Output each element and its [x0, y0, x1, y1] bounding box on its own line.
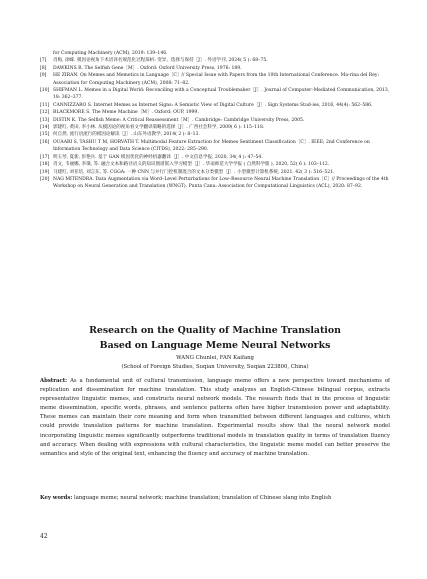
- reference-number: [19]: [40, 169, 50, 175]
- article-affiliation: (School of Foreign Studies, Suqian University, Suqian 223800, China): [121, 364, 309, 370]
- reference-text: DAWKINS R. The Selfish Gene［M］. Oxford: Oxford University Press, 1976: 189.: [53, 65, 242, 71]
- reference-number: [20]: [40, 176, 50, 182]
- reference-item: [40, 109, 390, 116]
- page-number: 42: [40, 533, 48, 540]
- reference-text: 明玉琴, 夏新, 彭艳兵. 基于 GAN 模因优化的神经机器翻译［J］. 中文信息学报, 2020, 34( 4 ): 47–54.: [53, 154, 263, 160]
- reference-number: [13]: [40, 117, 50, 123]
- reference-number: [7]: [40, 58, 47, 64]
- reference-text: SHIFMAN L. Memes in a Digital World: Reconciling with a Conceptual Troublemaker［J］. Journal of Computer–Mediated Communication, 2013, 18: 362–377.: [53, 88, 390, 101]
- reference-number: [9]: [40, 73, 47, 79]
- reference-item: [40, 117, 390, 124]
- article-header: [40, 323, 390, 372]
- reference-item: [40, 161, 390, 168]
- abstract-text: As a fundamental unit of cultural transmission, language meme offers a new perspective toward mechanisms of replication and dissemination for machine translation. This study analyzes an English-Chinese bilingual corpus, extracts representative linguistic memes, and constructs neural network models. The research finds that in the process of linguistic meme dissemination, specific words, phrases, and sentence patterns often have higher transmission power and adaptability. These memes can maintain their core meaning and form when transmitted between different languages and cultures, which could provide translation patterns for machine translation. Experimental results show that the neural network model incorporating linguistic memes significantly outperforms traditional models in translation quality in terms of translation fluency and accuracy. When dealing with expressions with cultural characteristics, the linguistic meme model can better preserve the semantics and style of the original text, enhancing the fluency and accuracy of machine translation.: [40, 378, 391, 457]
- abstract: [40, 377, 390, 459]
- reference-number: [8]: [40, 65, 47, 71]
- reference-text: OUAARI S, TASHU T M, HORVÁTH T. Multimodal Feature Extraction for Memes Sentiment Classification［C］. IEEE; 2nd Conference on Information Technology and Data Science (CITDS), 2022: 285–290.: [53, 139, 370, 153]
- reference-item: [40, 124, 390, 131]
- reference-list: [40, 50, 390, 191]
- keywords: [40, 494, 390, 503]
- keywords-text: language meme; neural network; machine translation; translation of Chinese slang into English: [74, 495, 332, 501]
- article-title-line-2: Based on Language Meme Neural Networks: [99, 340, 331, 351]
- reference-text: 肖文, 韦丽娜, 李璜, 等. 融合文本和路径语义的知识图谱嵌入学习模型［J］. 华南师范大学学报 ( 自然科学版 ), 2020, 52( 6 ): 103–112.: [53, 162, 330, 168]
- reference-text: 马建红, 刘亚培, 刘言东, 等. CGGA: 一种 CNN 与并行门控机制混合的文本分类模型［J］. 小型微型计算机系统, 2021, 42( 3 ): 516–521.: [53, 169, 335, 175]
- reference-item: [40, 72, 390, 87]
- reference-text: HE ZIRAN. On Memes and Memetics in Language［C］// Special Issue with Papers from the 10th International Conference. Ma-rina del Rey: Association for Computing Machinery (ACM), 2008: 71–82.: [53, 73, 380, 86]
- reference-item: [40, 102, 390, 109]
- reference-number: [15]: [40, 132, 50, 138]
- reference-item: [40, 176, 390, 191]
- keywords-label: Key words:: [40, 495, 73, 501]
- reference-item: [40, 169, 390, 176]
- reference-number: [17]: [40, 154, 50, 160]
- reference-item: [40, 131, 390, 138]
- reference-text: 肖梅, 徐嵘. 模因论视角下术语译名规范化过程探析: 变异、选择与保持［J］. 外语学刊, 2024( 5 ): 68–75.: [53, 58, 268, 64]
- reference-number: [18]: [40, 162, 50, 168]
- reference-text: 何自然. 流行语流行的模因论解读［J］. 山东外语教学, 2014( 2 ): 8–13.: [53, 132, 200, 138]
- reference-item: [40, 154, 390, 161]
- reference-text: BLACKMORE S. The Meme Machine［M］. Oxford: OUP, 1999.: [53, 110, 199, 116]
- reference-text: NAG MITENDRA. Data Augmentation via Word–Level Perturbations for Low–Resource Neural Machine Translation［C］// Proceedings of the 4th Workshop on Neural Generation and Translation (WNGT). Punta Cana: Association for Computational Linguistics (ACL), 2020: 87–92.: [53, 176, 389, 190]
- reference-item: [40, 57, 390, 64]
- reference-text: 郭建红, 黄田, 李小林. 从模因论的视角看文学翻译策略的选择［J］. 广西社会科学, 2009( 6 ): 115–118.: [53, 125, 265, 131]
- reference-number: [16]: [40, 139, 50, 145]
- article-title-line-1: Research on the Quality of Machine Translation: [89, 325, 341, 336]
- reference-number: [10]: [40, 88, 50, 94]
- reference-item: [40, 87, 390, 102]
- reference-text: CANNIZZARO S. Internet Memes as Internet Signs: A Semiotic View of Digital Culture［J］. Sign Systems Stud-ies, 2016, 44(4): 562–586.: [53, 102, 373, 108]
- reference-item: [40, 65, 390, 72]
- reference-item: [40, 50, 390, 57]
- reference-number: [11]: [40, 102, 50, 108]
- reference-item: [40, 139, 390, 154]
- abstract-label: Abstract:: [40, 378, 68, 384]
- article-authors: WANG Chunlei, FAN Kaifang: [176, 355, 254, 361]
- reference-number: [14]: [40, 125, 50, 131]
- reference-text: DISTIN K. The Selfish Meme: A Critical Reassessment［M］. Cambridge: Cambridge University Press, 2005.: [53, 117, 305, 123]
- reference-text: for Computing Machinery (ACM), 2019: 139–146.: [53, 51, 168, 56]
- reference-number: [12]: [40, 110, 50, 116]
